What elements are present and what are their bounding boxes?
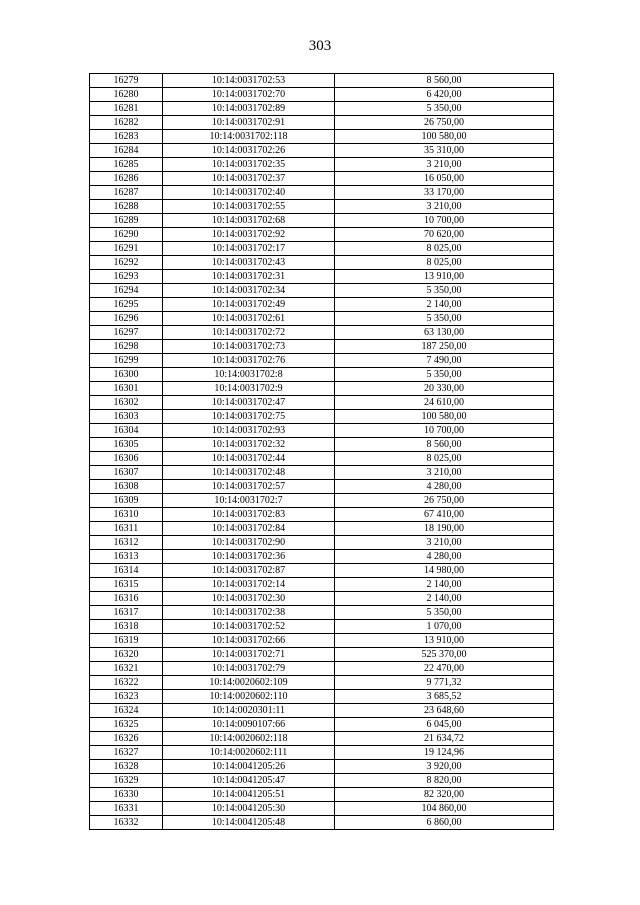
cadastral-number-cell: 10:14:0031702:70 xyxy=(163,88,335,102)
amount-cell: 9 771,32 xyxy=(335,676,554,690)
row-number-cell: 16279 xyxy=(90,74,163,88)
amount-cell: 10 700,00 xyxy=(335,424,554,438)
table-row xyxy=(90,802,554,816)
cadastral-number-cell: 10:14:0041205:47 xyxy=(163,774,335,788)
amount-cell: 100 580,00 xyxy=(335,130,554,144)
table-row xyxy=(90,88,554,102)
row-number-cell: 16288 xyxy=(90,200,163,214)
amount-cell: 82 320,00 xyxy=(335,788,554,802)
table-row xyxy=(90,382,554,396)
cadastral-number-cell: 10:14:0031702:91 xyxy=(163,116,335,130)
amount-cell: 5 350,00 xyxy=(335,284,554,298)
amount-cell: 10 700,00 xyxy=(335,214,554,228)
table-row xyxy=(90,606,554,620)
row-number-cell: 16321 xyxy=(90,662,163,676)
table-row xyxy=(90,480,554,494)
table-row xyxy=(90,228,554,242)
amount-cell: 4 280,00 xyxy=(335,550,554,564)
cadastral-number-cell: 10:14:0031702:87 xyxy=(163,564,335,578)
row-number-cell: 16324 xyxy=(90,704,163,718)
table-row xyxy=(90,158,554,172)
table-row xyxy=(90,718,554,732)
table-body xyxy=(90,74,554,830)
amount-cell: 5 350,00 xyxy=(335,312,554,326)
amount-cell: 20 330,00 xyxy=(335,382,554,396)
cadastral-number-cell: 10:14:0031702:57 xyxy=(163,480,335,494)
cadastral-number-cell: 10:14:0031702:72 xyxy=(163,326,335,340)
row-number-cell: 16320 xyxy=(90,648,163,662)
cadastral-number-cell: 10:14:0031702:26 xyxy=(163,144,335,158)
table-row xyxy=(90,200,554,214)
row-number-cell: 16294 xyxy=(90,284,163,298)
amount-cell: 525 370,00 xyxy=(335,648,554,662)
row-number-cell: 16311 xyxy=(90,522,163,536)
cadastral-number-cell: 10:14:0031702:71 xyxy=(163,648,335,662)
cadastral-number-cell: 10:14:0031702:17 xyxy=(163,242,335,256)
row-number-cell: 16327 xyxy=(90,746,163,760)
cadastral-number-cell: 10:14:0031702:79 xyxy=(163,662,335,676)
table-row xyxy=(90,550,554,564)
table-row xyxy=(90,256,554,270)
table-row xyxy=(90,186,554,200)
table-row xyxy=(90,242,554,256)
table-row xyxy=(90,130,554,144)
amount-cell: 8 560,00 xyxy=(335,438,554,452)
row-number-cell: 16330 xyxy=(90,788,163,802)
cadastral-number-cell: 10:14:0031702:68 xyxy=(163,214,335,228)
amount-cell: 3 210,00 xyxy=(335,536,554,550)
amount-cell: 7 490,00 xyxy=(335,354,554,368)
row-number-cell: 16280 xyxy=(90,88,163,102)
table-row xyxy=(90,284,554,298)
cadastral-number-cell: 10:14:0031702:66 xyxy=(163,634,335,648)
table-row xyxy=(90,704,554,718)
table-row xyxy=(90,634,554,648)
row-number-cell: 16328 xyxy=(90,760,163,774)
row-number-cell: 16290 xyxy=(90,228,163,242)
cadastral-number-cell: 10:14:0031702:47 xyxy=(163,396,335,410)
table-row xyxy=(90,396,554,410)
table-row xyxy=(90,564,554,578)
row-number-cell: 16307 xyxy=(90,466,163,480)
row-number-cell: 16323 xyxy=(90,690,163,704)
cadastral-number-cell: 10:14:0041205:51 xyxy=(163,788,335,802)
row-number-cell: 16285 xyxy=(90,158,163,172)
cadastral-number-cell: 10:14:0031702:52 xyxy=(163,620,335,634)
row-number-cell: 16289 xyxy=(90,214,163,228)
amount-cell: 6 045,00 xyxy=(335,718,554,732)
table-row xyxy=(90,760,554,774)
row-number-cell: 16325 xyxy=(90,718,163,732)
table-row xyxy=(90,410,554,424)
row-number-cell: 16301 xyxy=(90,382,163,396)
row-number-cell: 16331 xyxy=(90,802,163,816)
table-row xyxy=(90,578,554,592)
amount-cell: 3 210,00 xyxy=(335,200,554,214)
cadastral-number-cell: 10:14:0031702:40 xyxy=(163,186,335,200)
row-number-cell: 16297 xyxy=(90,326,163,340)
table-row xyxy=(90,326,554,340)
amount-cell: 26 750,00 xyxy=(335,494,554,508)
amount-cell: 6 420,00 xyxy=(335,88,554,102)
amount-cell: 26 750,00 xyxy=(335,116,554,130)
cadastral-number-cell: 10:14:0031702:31 xyxy=(163,270,335,284)
table-row xyxy=(90,676,554,690)
amount-cell: 19 124,96 xyxy=(335,746,554,760)
amount-cell: 13 910,00 xyxy=(335,270,554,284)
cadastral-number-cell: 10:14:0031702:35 xyxy=(163,158,335,172)
amount-cell: 33 170,00 xyxy=(335,186,554,200)
cadastral-number-cell: 10:14:0090107:66 xyxy=(163,718,335,732)
amount-cell: 21 634,72 xyxy=(335,732,554,746)
row-number-cell: 16298 xyxy=(90,340,163,354)
amount-cell: 104 860,00 xyxy=(335,802,554,816)
amount-cell: 18 190,00 xyxy=(335,522,554,536)
amount-cell: 3 685,52 xyxy=(335,690,554,704)
table-row xyxy=(90,816,554,830)
amount-cell: 5 350,00 xyxy=(335,606,554,620)
table-row xyxy=(90,494,554,508)
cadastral-number-cell: 10:14:0031702:118 xyxy=(163,130,335,144)
table-row xyxy=(90,732,554,746)
row-number-cell: 16313 xyxy=(90,550,163,564)
table-row xyxy=(90,144,554,158)
amount-cell: 2 140,00 xyxy=(335,592,554,606)
table-row xyxy=(90,536,554,550)
cadastral-number-cell: 10:14:0031702:14 xyxy=(163,578,335,592)
row-number-cell: 16305 xyxy=(90,438,163,452)
table-row xyxy=(90,452,554,466)
cadastral-number-cell: 10:14:0031702:55 xyxy=(163,200,335,214)
amount-cell: 23 648,60 xyxy=(335,704,554,718)
cadastral-number-cell: 10:14:0031702:53 xyxy=(163,74,335,88)
row-number-cell: 16318 xyxy=(90,620,163,634)
table-row xyxy=(90,774,554,788)
table-row xyxy=(90,508,554,522)
table-row xyxy=(90,648,554,662)
table-row xyxy=(90,746,554,760)
table-row xyxy=(90,690,554,704)
amount-cell: 8 025,00 xyxy=(335,256,554,270)
page-number: 303 xyxy=(308,38,332,54)
amount-cell: 8 560,00 xyxy=(335,74,554,88)
amount-cell: 3 920,00 xyxy=(335,760,554,774)
cadastral-number-cell: 10:14:0031702:73 xyxy=(163,340,335,354)
table-row xyxy=(90,214,554,228)
row-number-cell: 16319 xyxy=(90,634,163,648)
cadastral-number-cell: 10:14:0031702:76 xyxy=(163,354,335,368)
cadastral-number-cell: 10:14:0031702:90 xyxy=(163,536,335,550)
row-number-cell: 16284 xyxy=(90,144,163,158)
amount-cell: 8 025,00 xyxy=(335,452,554,466)
cadastral-number-cell: 10:14:0031702:38 xyxy=(163,606,335,620)
table-row xyxy=(90,424,554,438)
table-row xyxy=(90,312,554,326)
table-row xyxy=(90,102,554,116)
cadastral-number-cell: 10:14:0031702:7 xyxy=(163,494,335,508)
row-number-cell: 16299 xyxy=(90,354,163,368)
row-number-cell: 16306 xyxy=(90,452,163,466)
table-row xyxy=(90,116,554,130)
table-row xyxy=(90,340,554,354)
row-number-cell: 16322 xyxy=(90,676,163,690)
cadastral-number-cell: 10:14:0031702:48 xyxy=(163,466,335,480)
row-number-cell: 16316 xyxy=(90,592,163,606)
amount-cell: 2 140,00 xyxy=(335,298,554,312)
cadastral-number-cell: 10:14:0041205:26 xyxy=(163,760,335,774)
amount-cell: 5 350,00 xyxy=(335,368,554,382)
table-row xyxy=(90,354,554,368)
amount-cell: 187 250,00 xyxy=(335,340,554,354)
cadastral-number-cell: 10:14:0020301:11 xyxy=(163,704,335,718)
row-number-cell: 16303 xyxy=(90,410,163,424)
amount-cell: 8 025,00 xyxy=(335,242,554,256)
amount-cell: 16 050,00 xyxy=(335,172,554,186)
cadastral-number-cell: 10:14:0031702:9 xyxy=(163,382,335,396)
table-row xyxy=(90,298,554,312)
amount-cell: 8 820,00 xyxy=(335,774,554,788)
row-number-cell: 16283 xyxy=(90,130,163,144)
amount-cell: 3 210,00 xyxy=(335,466,554,480)
amount-cell: 63 130,00 xyxy=(335,326,554,340)
amount-cell: 24 610,00 xyxy=(335,396,554,410)
row-number-cell: 16296 xyxy=(90,312,163,326)
cadastral-number-cell: 10:14:0031702:92 xyxy=(163,228,335,242)
cadastral-number-cell: 10:14:0031702:36 xyxy=(163,550,335,564)
row-number-cell: 16314 xyxy=(90,564,163,578)
amount-cell: 70 620,00 xyxy=(335,228,554,242)
table-row xyxy=(90,438,554,452)
row-number-cell: 16315 xyxy=(90,578,163,592)
row-number-cell: 16309 xyxy=(90,494,163,508)
row-number-cell: 16308 xyxy=(90,480,163,494)
amount-cell: 22 470,00 xyxy=(335,662,554,676)
amount-cell: 1 070,00 xyxy=(335,620,554,634)
cadastral-number-cell: 10:14:0031702:93 xyxy=(163,424,335,438)
data-table xyxy=(89,73,554,830)
amount-cell: 3 210,00 xyxy=(335,158,554,172)
cadastral-number-cell: 10:14:0041205:48 xyxy=(163,816,335,830)
cadastral-number-cell: 10:14:0031702:43 xyxy=(163,256,335,270)
cadastral-number-cell: 10:14:0031702:83 xyxy=(163,508,335,522)
row-number-cell: 16300 xyxy=(90,368,163,382)
row-number-cell: 16317 xyxy=(90,606,163,620)
table-row xyxy=(90,522,554,536)
row-number-cell: 16291 xyxy=(90,242,163,256)
amount-cell: 67 410,00 xyxy=(335,508,554,522)
cadastral-number-cell: 10:14:0031702:34 xyxy=(163,284,335,298)
row-number-cell: 16287 xyxy=(90,186,163,200)
table-row xyxy=(90,592,554,606)
cadastral-number-cell: 10:14:0031702:84 xyxy=(163,522,335,536)
cadastral-number-cell: 10:14:0031702:75 xyxy=(163,410,335,424)
cadastral-number-cell: 10:14:0031702:8 xyxy=(163,368,335,382)
cadastral-number-cell: 10:14:0031702:89 xyxy=(163,102,335,116)
amount-cell: 5 350,00 xyxy=(335,102,554,116)
cadastral-number-cell: 10:14:0020602:111 xyxy=(163,746,335,760)
amount-cell: 35 310,00 xyxy=(335,144,554,158)
cadastral-number-cell: 10:14:0020602:109 xyxy=(163,676,335,690)
table-row xyxy=(90,662,554,676)
cadastral-number-cell: 10:14:0031702:61 xyxy=(163,312,335,326)
row-number-cell: 16304 xyxy=(90,424,163,438)
table-row xyxy=(90,788,554,802)
row-number-cell: 16332 xyxy=(90,816,163,830)
row-number-cell: 16295 xyxy=(90,298,163,312)
cadastral-number-cell: 10:14:0041205:30 xyxy=(163,802,335,816)
table-row xyxy=(90,620,554,634)
amount-cell: 100 580,00 xyxy=(335,410,554,424)
table-row xyxy=(90,172,554,186)
row-number-cell: 16310 xyxy=(90,508,163,522)
cadastral-number-cell: 10:14:0031702:49 xyxy=(163,298,335,312)
row-number-cell: 16281 xyxy=(90,102,163,116)
row-number-cell: 16293 xyxy=(90,270,163,284)
table-row xyxy=(90,368,554,382)
cadastral-number-cell: 10:14:0031702:37 xyxy=(163,172,335,186)
amount-cell: 6 860,00 xyxy=(335,816,554,830)
row-number-cell: 16329 xyxy=(90,774,163,788)
row-number-cell: 16312 xyxy=(90,536,163,550)
amount-cell: 4 280,00 xyxy=(335,480,554,494)
table-row xyxy=(90,270,554,284)
cadastral-number-cell: 10:14:0020602:110 xyxy=(163,690,335,704)
cadastral-number-cell: 10:14:0031702:44 xyxy=(163,452,335,466)
row-number-cell: 16326 xyxy=(90,732,163,746)
amount-cell: 13 910,00 xyxy=(335,634,554,648)
cadastral-number-cell: 10:14:0031702:30 xyxy=(163,592,335,606)
row-number-cell: 16302 xyxy=(90,396,163,410)
row-number-cell: 16282 xyxy=(90,116,163,130)
amount-cell: 2 140,00 xyxy=(335,578,554,592)
row-number-cell: 16292 xyxy=(90,256,163,270)
table-row xyxy=(90,466,554,480)
cadastral-number-cell: 10:14:0020602:118 xyxy=(163,732,335,746)
table-row xyxy=(90,74,554,88)
amount-cell: 14 980,00 xyxy=(335,564,554,578)
row-number-cell: 16286 xyxy=(90,172,163,186)
cadastral-number-cell: 10:14:0031702:32 xyxy=(163,438,335,452)
